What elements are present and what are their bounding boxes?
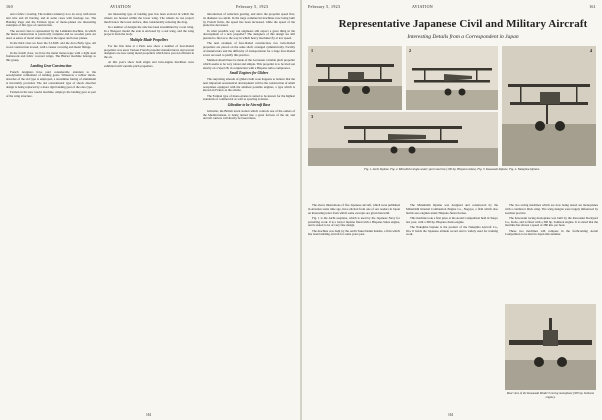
section-heading: Multiple Blade Propellers bbox=[129, 38, 169, 43]
paragraph: An interesting type of landing gear has been evolved in which the wheels are housed within the lower wing. The wheels do not project much below the lower surface, thus considerably reducing the drag. bbox=[104, 12, 194, 24]
racing-monoplane-photo bbox=[505, 304, 596, 390]
paragraph: For the first time at a Paris aero show a number of four-bladed propellers was used. Various French propeller manufacturers and several designers are now using metal propellers which have proved efficient in the air. bbox=[104, 43, 194, 60]
photo-number: 4 bbox=[589, 48, 592, 53]
issue-date: February 5, 1923 bbox=[308, 4, 341, 9]
paragraph: The Kawasaki racing monoplane was built by the Kawasaki Dockyard Co., Kobe, and is fitted with a 300 hp. Salmson engine. It is stated that the machine has shown a speed of 280 km. per hour. bbox=[505, 215, 598, 228]
biplane-photo-icon bbox=[308, 112, 498, 166]
article-subtitle: Interesting Details from a Correspondent in Japan bbox=[407, 34, 519, 40]
section-heading: Small Engines for Gliders bbox=[229, 71, 269, 76]
page-number: 160 bbox=[6, 4, 13, 9]
left-page bbox=[0, 0, 300, 420]
magazine-title: AVIATION bbox=[110, 4, 131, 9]
paragraph: In the fourth class, we have the metal monocoque with a light steel framework and fabric covered wings. The Blériot machine belongs to this group. bbox=[6, 50, 96, 63]
paragraph: The surprising amount of gliders built soon happens to believe that the next important aeronautical development will be the construction of small aeroplanes equipped with the smallest possible engines, a type which is known in France as the aviette. bbox=[203, 77, 295, 93]
paragraph: and a fabric covering. The rudders tendency is to do away with struts and wire and all bracing, and in some cases with fuselage too. The Handley Page and the Farman types of mono-planes are interesting examples of this type of construction. bbox=[6, 12, 96, 28]
photo-caption: Fig. 1. Aichi biplane. Fig. 2. Mitsubishi single-seater sport machine (100 hp. Hispano-Suiza). Fig. 3. Kawasaki biplane. Fig. 4. Nakajima biplane. bbox=[364, 167, 540, 171]
text-column-2 bbox=[104, 13, 194, 71]
monoplane-photo-icon bbox=[505, 304, 596, 390]
paragraph: The Farman type of mono-planes is suited to be known for the highest standards of commercial as well as sporting aviation. bbox=[203, 93, 295, 102]
photo-number: 1 bbox=[311, 48, 314, 53]
paragraph: This machine took a first prize at the Aerial Competition held in Tokyo last year, with a 300 hp. Hispano-Suiza engine. bbox=[406, 215, 498, 224]
paragraph: Fig. 1 is the Aichi seaplane, which is used by the Japanese Navy for patrolling work. It is a tractor biplane fitted with a Hispano-Suiza engine, and is stated to be of very fine design. bbox=[308, 215, 400, 228]
aircraft-photo-4 bbox=[502, 46, 596, 166]
text-column-3 bbox=[203, 13, 295, 123]
paragraph: Farman in his new tourist machine, employs the landing gear as part of the wing structure. bbox=[6, 89, 96, 98]
paragraph: The second class is represented by the Lahmann machine, in which the metal construction is practically complete and no wooden parts are used. A series of metal struts connects the upper and lower planes. bbox=[6, 28, 96, 41]
paragraph: The next example of four-bladed construction, two twin-bladed propellers are placed on the same shaft, arranged symmetrically. Facility of manufacture and the difficulty of transportation for a large four-bladed screw are used to justify this practice. bbox=[203, 41, 295, 57]
photo-number: 3 bbox=[311, 114, 314, 119]
right-page bbox=[302, 0, 602, 420]
paragraph: French designers have paid considerable attention to the aerodynamic refinement of landing gears. Whenever a rubber shock-absorber of the old type is employed, a streamline fairing of aluminium is invariably provided. The old conventional type of shock absorber design is being replaced by a more rigid landing gear of the oleo type. bbox=[6, 69, 96, 89]
biplane-photo-icon bbox=[308, 46, 402, 110]
photo-number: 2 bbox=[409, 48, 412, 53]
paragraph: Gibraltar, the British naval station which controls one of the outlets of the Mediterranean, is being turned into a great fortress of the air, and aircraft carriers will shortly be based there. bbox=[203, 108, 295, 121]
photo-caption: Rear view of the Kawasaki Model 3 racing monoplane (300 hp. Salmson engine). bbox=[506, 391, 595, 399]
text-column-3 bbox=[505, 204, 598, 239]
text-column-1 bbox=[6, 13, 96, 100]
section-heading: Gibraltar to be Aircraft Base bbox=[227, 103, 271, 108]
paragraph: These two machines will compete in the forthcoming Aerial Competition to be held in Japan this summer. bbox=[505, 228, 598, 237]
paragraph: The Mitsubishi biplane was designed and constructed by the Mitsubishi Internal Combustion Engine Co., Nagoya, a firm which also builds aero engines under Hispano-Suiza license. bbox=[406, 203, 498, 215]
section-heading: Landing Gear Construction bbox=[30, 63, 72, 68]
issue-date: February 5, 1923 bbox=[236, 4, 269, 9]
paragraph: The above illustrations of five Japanese aircraft, which were published in Aviation some time ago, have elicited from one of our readers in Japan an interesting letter from which some excerpts are given herewith. bbox=[308, 203, 400, 215]
aircraft-photo-2 bbox=[406, 46, 498, 110]
paragraph: At this year's show both single and twin-engine machines were exhibited with variable pitch propellers. bbox=[104, 60, 194, 69]
page-number: 161 bbox=[589, 4, 596, 9]
paragraph: Mention should here be made of the Levasseur variable pitch propeller which seems to be very robust and simple. This propeller is to be tried out shortly on a Spad 28, in conjunction with a Hispano turbo-compressor. bbox=[203, 58, 295, 70]
paragraph: In what possible way can engineers still expect a great thing in the development of a new propeller? The designers of this design are still puzzled to find as to the way in which heavy machines fly at low speed. bbox=[203, 28, 295, 41]
footer-page-number: 161 bbox=[146, 413, 152, 417]
biplane-photo-icon bbox=[406, 46, 498, 110]
article-title: Representative Japanese Civil and Military Aircraft bbox=[338, 18, 588, 30]
biplane-photo-icon bbox=[502, 46, 596, 166]
footer-page-number: 161 bbox=[448, 413, 454, 417]
paragraph: The machine was built by the Aichi Tokei Denki Kaisha, a firm which has been building aircraft for some years past. bbox=[308, 228, 400, 237]
text-column-1 bbox=[308, 204, 400, 239]
aircraft-photo-1 bbox=[308, 46, 402, 110]
paragraph: The Nakajima biplane is the product of the Nakajima Aircraft Co., Ota. It holds the Japanese altitude record and is widely used for training work. bbox=[406, 224, 498, 237]
paragraph: introduction of reduction gearing, and since the propeller speed first, its diameter too small. In the large commercial machines now being built by French firms, the speed has been increased, while the speed of the plane has decreased. bbox=[203, 12, 295, 28]
magazine-title: AVIATION bbox=[412, 4, 433, 9]
aircraft-photo-3 bbox=[308, 112, 498, 166]
paragraph: In a number of designs the axle has been streamlined by a real wing. In a Nieuport model the axle is enclosed by a real wing, and the wing projects from the body. bbox=[104, 24, 194, 37]
paragraph: The two racing machines which are now being tested are monoplanes with a cantilever thick wing. The wing designs were largely influenced by German practice. bbox=[505, 203, 598, 215]
paragraph: In the third class we have the S.I.M.B. and the Avro Baby type. All wood construction is used, with a veneer covering and metal fittings. bbox=[6, 41, 96, 50]
text-column-2 bbox=[406, 204, 498, 239]
